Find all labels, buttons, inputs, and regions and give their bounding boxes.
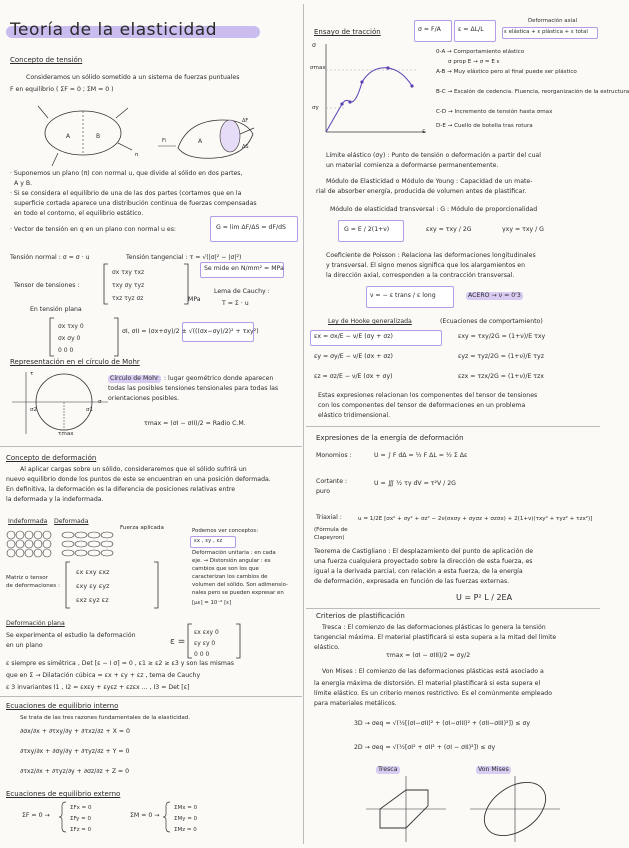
svg-text:0 0 0: 0 0 0: [194, 651, 210, 658]
hooke-x: εx = σx/E − ν/E (σy + σz): [314, 333, 393, 340]
curve-sigma-max: σmax: [310, 65, 326, 71]
fuerza-label: Fuerza aplicada: [120, 525, 164, 531]
vonmises-text: Von Mises : El comienzo de las deformaciones plásticas está asociado a: [322, 668, 544, 675]
tension-p2c: en todo el contorno, el equilibrio estático.: [14, 210, 144, 217]
svg-text:A: A: [198, 138, 203, 145]
castigliano-text-3: igual a la derivada parcial, con relación a esta fuerza, de la energía: [314, 568, 523, 575]
vonmises-yield-diagram: [470, 776, 560, 842]
energy-final-formula: U = P² L / 2EA: [456, 593, 513, 602]
young-modulus-2: rial de absorber energía, producida de volumen antes de plastificar.: [316, 188, 527, 195]
shear-modulus: Módulo de elasticidad transversal : G : Módulo de proporcionalidad: [330, 206, 538, 213]
axial-def-label: Deformación axial: [528, 18, 578, 24]
tension-p2: · Si se considera el equilibrio de una de las dos partes (cortamos que en la: [10, 190, 242, 197]
cauchy-label: Lema de Cauchy :: [214, 288, 270, 295]
components-t2: eje. → Distorsión angular : es: [192, 558, 271, 564]
page-title: Teoría de la elasticidad: [10, 20, 218, 40]
plane-stress-matrix: [50, 316, 120, 358]
curve-point-de: D-E → Cuello de botella tras rotura: [436, 123, 533, 129]
vonmises-text-3: límite elástico. Es un criterio menos restrictivo. Es el comúnmente empleado: [314, 690, 552, 697]
principal-stresses: σI, σII = (σx+σy)/2 ± √(((σx−σy)/2)² + τxy²): [122, 328, 259, 335]
deformation-p4: la deformada y la indeformada.: [6, 496, 104, 503]
energy-triaxial-formula: u = 1/2E [σx² + σy² + σz² − 2ν(σxσy + σyσz + σzσx) + 2(1+ν)(τxy² + τyz² + τzx²)]: [358, 516, 593, 522]
plane-strain-t1: Se experimenta el estudio la deformación: [6, 632, 136, 639]
vonmises-2d: 2D → σeq = √(½[σI² + σII² + (σI − σII)²]) ≤ σy: [354, 744, 496, 751]
hooke-text: Estas expresiones relacionan los componentes del tensor de tensiones: [318, 392, 538, 399]
forces-eq-system: [60, 800, 100, 834]
tau-max-formula: τmax = (σI − σII)/2 = Radio C.M.: [144, 420, 246, 427]
hooke-yz: εyz = τyz/2G = (1+ν)/E τyz: [458, 353, 544, 360]
gamma-xy-formula: γxy = τxy / G: [502, 226, 544, 233]
svg-text:εxz εyz εz: εxz εyz εz: [76, 596, 109, 604]
tension-normal: Tensión normal : σ = σ · u: [10, 254, 90, 261]
components-t3: cambios que son los que: [192, 566, 259, 572]
curve-axis-sigma: σ: [312, 42, 316, 49]
hooke-note: (Ecuaciones de comportamiento): [440, 318, 543, 325]
traction-heading: Ensayo de tracción: [314, 28, 381, 36]
section-divider-4: [306, 608, 600, 609]
poisson-text-3: la dirección axial, corresponden a la contracción transversal.: [326, 272, 515, 279]
tension-heading: Concepto de tensión: [10, 56, 83, 64]
svg-text:εx εxy 0: εx εxy 0: [194, 629, 219, 636]
svg-text:ε =: ε =: [170, 637, 186, 647]
deformation-p3: En definitiva, la deformación es la diferencia de posiciones relativas entre: [6, 486, 236, 493]
mohr-label: Círculo de Mohr: [110, 375, 159, 382]
cauchy-formula: T = Σ · u: [222, 300, 249, 307]
steel-poisson: ACERO → ν = 0'3: [468, 292, 521, 299]
plane-stress-label: En tensión plana: [30, 306, 82, 313]
mohr-sigma2: σ2: [30, 407, 38, 413]
svg-text:Fi: Fi: [162, 138, 166, 144]
internal-eq-1: ∂σx/∂x + ∂τxy/∂y + ∂τxz/∂z + X = 0: [20, 728, 130, 735]
tension-intro-2: F en equilibrio ( ΣF = 0 ; ΣM = 0 ): [10, 86, 114, 93]
tresca-text-2: tangencial máxima. El material plastificará si esta supera a la mitad del límite: [314, 634, 557, 641]
hooke-y: εy = σy/E − ν/E (σx + σz): [314, 353, 393, 360]
section-divider-2: [0, 696, 302, 697]
vector-formula: G = lim ΔF/ΔS = dF/dS: [216, 224, 286, 231]
invariants-3: ε 3 invariantes I1 , I2 = εxεy + εyεz + εzεx ... , I3 = Det [ε]: [6, 684, 190, 691]
energy-cortante-formula: U = ∭ ½ τγ dV = τ²V / 2G: [374, 480, 456, 487]
eps-xy-formula: εxy = τxy / 2G: [426, 226, 472, 233]
components-t4: caracterizan los cambios de: [192, 574, 268, 580]
tension-p2b: superficie cortada aparece una distribución continua de fuerzas compensadas: [14, 200, 257, 207]
plane-strain-t2: en un plano: [6, 642, 43, 649]
hooke-text-2: con los componentes del tensor de deformaciones en un problema: [318, 402, 526, 409]
stress-formula: σ = F/A: [418, 26, 441, 33]
hooke-text-3: elástico tridimensional.: [318, 412, 391, 419]
components-t5: volumen del sólido. Son adimensio-: [192, 582, 288, 588]
plastic-heading: Criterios de plastificación: [316, 612, 405, 620]
mohr-axis-tau: τ: [30, 371, 34, 377]
vonmises-3d: 3D → σeq = √(½[(σI−σII)² + (σI−σIII)² + (σII−σIII)²]) ≤ σy: [354, 720, 531, 727]
castigliano-text-4: de deformación, expresada en función de las fuerzas externas.: [314, 578, 510, 585]
svg-text:εxy εy εyz: εxy εy εyz: [76, 582, 110, 590]
tresca-text-3: elástico.: [314, 644, 340, 651]
nu-formula: ν = − ε trans / ε long: [370, 292, 436, 299]
energy-heading: Expresiones de la energía de deformación: [316, 434, 464, 442]
energy-puro: puro: [316, 488, 331, 495]
curve-point-oa-law: σ prop E → σ = E ε: [448, 59, 500, 65]
mohr-axis-sigma: σ: [98, 399, 102, 405]
svg-text:ΔF: ΔF: [242, 118, 249, 124]
clapeyron-label: (Fórmula de: [314, 527, 348, 533]
curve-axis-eps: ε: [422, 128, 426, 135]
svg-text:B: B: [96, 133, 101, 140]
elastic-limit: Límite elástico (σy) : Punto de tensión o deformación a partir del cual: [326, 152, 541, 159]
invariants-1: ε siempre es simétrica , Det [ε − I σ] = 0 , ε1 ≥ ε2 ≥ ε3 y son las mismas: [6, 660, 234, 667]
hooke-heading: Ley de Hooke generalizada: [328, 318, 412, 325]
curve-sigma-y: σy: [312, 105, 319, 111]
external-eq-moments: ΣM = 0 →: [130, 812, 160, 819]
tensor-label: Tensor de tensiones :: [14, 282, 80, 289]
external-eq-forces: ΣF = 0 →: [22, 812, 50, 819]
svg-text:τxy σy τyz: τxy σy τyz: [112, 282, 145, 289]
components-sub: εx , εy , εz: [194, 538, 223, 544]
mohr-text: : lugar geométrico donde aparecen: [164, 375, 274, 382]
tresca-formula: τmax = (σI − σIII)/2 = σy/2: [386, 652, 471, 659]
stress-strain-curve: [316, 42, 428, 142]
hooke-xy: εxy = τxy/2G = (1+ν)/E τxy: [458, 333, 546, 340]
svg-text:ΣMy = 0: ΣMy = 0: [174, 816, 198, 822]
internal-eq-3: ∂τxz/∂x + ∂τyz/∂y + ∂σz/∂z + Z = 0: [20, 768, 130, 775]
svg-text:εx εxy εxz: εx εxy εxz: [76, 568, 110, 576]
internal-eq-2: ∂τxy/∂x + ∂σy/∂y + ∂τyz/∂z + Y = 0: [20, 748, 130, 755]
vonmises-text-4: para materiales metálicos.: [314, 700, 397, 707]
def-label: Deformada: [54, 518, 89, 525]
clapeyron-label-2: Clapeyron): [314, 535, 345, 541]
tension-intro: Consideramos un sólido sometido a un sistema de fuerzas puntuales: [26, 74, 240, 81]
components-t6: nales pero se pueden expresar en: [192, 590, 284, 596]
young-modulus: Módulo de Elasticidad o Módulo de Young : Capacidad de un mate-: [326, 178, 533, 185]
strain-tensor-matrix: [62, 560, 162, 610]
components-t7: [µε] = 10⁻⁶ [ε]: [192, 600, 232, 606]
section-divider: [0, 446, 302, 447]
svg-text:σx σy 0: σx σy 0: [58, 335, 81, 342]
external-eq-heading: Ecuaciones de equilibrio externo: [6, 790, 121, 798]
plane-strain-matrix: [170, 622, 240, 660]
curve-point-ab: A-B → Muy elástico pero al final puede ser plástico: [436, 69, 577, 75]
tresca-chart-label: Tresca: [378, 766, 398, 773]
g-formula: G = E / 2(1+ν): [344, 226, 390, 233]
mohr-circle-diagram: [12, 368, 112, 438]
matriz-label-2: de deformaciones :: [6, 583, 60, 589]
castigliano-text-2: una fuerza cualquiera proyectado sobre la dirección de esta fuerza, es: [314, 558, 533, 565]
tension-units: Se mide en N/mm² = MPa: [204, 265, 284, 272]
castigliano-text: Teorema de Castigliano : El desplazamiento del punto de aplicación de: [314, 548, 534, 555]
curve-point-bc: B-C → Escalón de cedencia. Fluencia, reorganización de la estructura: [436, 89, 629, 95]
stress-tensor-matrix: [104, 262, 192, 306]
svg-text:ΣMx = 0: ΣMx = 0: [174, 805, 198, 811]
hooke-z: εz = σz/E − ν/E (σx + σy): [314, 373, 393, 380]
vonmises-text-2: la energía máxima de distorsión. El material plastificará si esta supera el: [314, 680, 541, 687]
svg-text:A: A: [66, 133, 71, 140]
energy-triaxial: Triaxial :: [316, 514, 342, 521]
elastic-limit-2: un material comienza a deformarse permanentemente.: [326, 162, 499, 169]
deformation-p2: nuevo equilibrio donde los puntos de este se encuentran en una posición deformada.: [6, 476, 271, 483]
mohr-heading: Representación en el círculo de Mohr: [10, 358, 140, 366]
internal-eq-text: Se trata de las tres razones fundamentales de la elasticidad.: [20, 715, 191, 721]
energy-monomios-formula: U = ∫ F dΔ = ½ F ΔL = ½ Σ Δε: [374, 452, 468, 459]
poisson-text: Coeficiente de Poisson : Relaciona las deformaciones longitudinales: [326, 252, 536, 259]
internal-eq-heading: Ecuaciones de equilibrio interno: [6, 702, 119, 710]
plane-strain-label: Deformación plana: [6, 620, 65, 627]
svg-text:0 0 0: 0 0 0: [58, 347, 74, 354]
hooke-zx: εzx = τzx/2G = (1+ν)/E τzx: [458, 373, 544, 380]
tension-p1: · Suponemos un plano (π) con normal u, que divide al sólido en dos partes,: [10, 170, 243, 177]
solid-diagram: [28, 98, 258, 168]
axial-def-sum: ε elástica + ε plástica + ε total: [504, 29, 588, 35]
components-title: Podemos ver conceptos:: [192, 528, 259, 534]
tresca-text: Tresca : El comienzo de las deformaciones plásticas lo genera la tensión: [322, 624, 546, 631]
indef-label: Indeformada: [8, 518, 48, 525]
tension-vector: · Vector de tensión en q en un plano con normal u es:: [10, 226, 177, 233]
svg-text:τxz τyz σz: τxz τyz σz: [112, 295, 144, 302]
deformation-p1: Al aplicar cargas sobre un sólido, consideraremos que el sólido sufrirá un: [20, 466, 247, 473]
energy-cortante: Cortante :: [316, 478, 348, 485]
moments-eq-system: [164, 800, 208, 834]
tresca-yield-diagram: [366, 776, 446, 842]
strain-formula: ε = ΔL/L: [458, 26, 484, 33]
svg-text:ΣFx = 0: ΣFx = 0: [70, 805, 92, 811]
mohr-sigma1: σ1: [86, 407, 94, 413]
components-t1: Deformación unitaria : en cada: [192, 550, 276, 556]
curve-point-oa: 0-A → Comportamiento elástico: [436, 49, 525, 55]
column-divider: [303, 4, 304, 844]
energy-monomios: Monomios :: [316, 452, 352, 459]
svg-text:σx τxy 0: σx τxy 0: [58, 323, 84, 330]
poisson-text-2: y transversal. El signo menos significa que los alargamientos en: [326, 262, 526, 269]
svg-text:εy εy 0: εy εy 0: [194, 640, 216, 647]
matriz-label: Matriz o tensor: [6, 575, 49, 581]
svg-text:ΣFz = 0: ΣFz = 0: [70, 827, 92, 833]
svg-text:σx τxy τxz: σx τxy τxz: [112, 269, 145, 276]
vonmises-chart-label: Von Mises: [478, 766, 509, 773]
section-divider-3: [306, 426, 600, 427]
mohr-text-2: todas las posibles tensiones tensionales para todas las: [108, 385, 279, 392]
deformation-heading: Concepto de deformación: [6, 454, 97, 462]
tensor-mpa: MPa: [188, 296, 201, 303]
mohr-taumax: τmax: [58, 431, 74, 437]
mohr-text-3: orientaciones posibles.: [108, 395, 180, 402]
invariants-2: que en Σ → Dilatación cúbica = εx + εy + εz , tema de Cauchy: [6, 672, 201, 679]
curve-point-cd: C-D → Incremento de tensión hasta σmax: [436, 109, 553, 115]
tension-tang: Tensión tangencial : τ = √(|σ|² − |σ|²): [126, 254, 242, 261]
svg-text:ΔS: ΔS: [242, 144, 249, 150]
tension-p1b: A y B.: [14, 180, 33, 187]
svg-text:ΣMz = 0: ΣMz = 0: [174, 827, 197, 833]
svg-text:π: π: [135, 152, 139, 158]
svg-text:ΣFy = 0: ΣFy = 0: [70, 816, 91, 822]
